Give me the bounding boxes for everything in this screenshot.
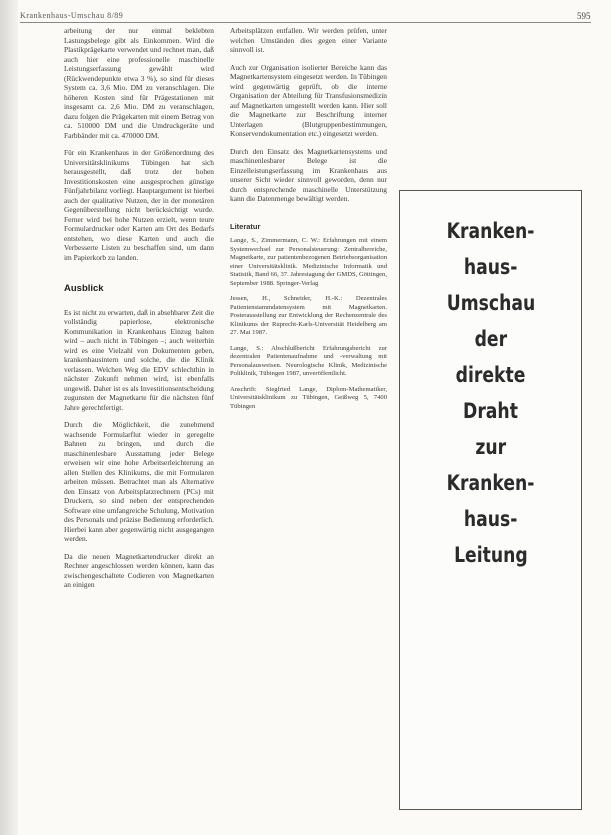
left-column <box>64 26 214 598</box>
ad-line: direkte <box>455 363 526 387</box>
ad-line: Umschau <box>446 291 535 315</box>
literature-item: Jessen, H., Schneider, H.-K.: Dezentrales Patientenstammdatensystem mit Magnetkarten. Posterausstellung zur Entwicklung der Rechenzentrale des Klinikums der Ruprecht-Karls-Universität Heidelberg am 27. Mai 1987. <box>230 295 387 336</box>
ad-line: Leitung <box>453 543 528 567</box>
binding-shadow <box>0 0 18 835</box>
ad-line: der <box>474 327 507 351</box>
paragraph: Da die neuen Magnetkartendrucker direkt an Rechner angeschlossen werden können, kann das zwischengeschaltete Codieren von Magnetkarten an einigen <box>64 551 214 589</box>
ad-line: Kranken- <box>446 219 535 243</box>
paragraph: Es ist nicht zu erwarten, daß in absehbarer Zeit die vollständig papierlose, elektronische Kommunikation in Krankenhaus Einzug halten wird – auch nicht in Tübingen –; auch weiterhin wird es eine Vielzahl von Dokumenten geben, krankenhausintern und solche, die die Klinik verlassen. Welchen Weg die EDV schlechthin in nächster Zukunft nehmen wird, ist ebenfalls ungewiß. Daher ist es als Investitionsentscheidung zugunsten der Magnetkarte für die nächsten fünf Jahre gerechtfertigt. <box>64 307 214 412</box>
ad-line: Kranken- <box>446 471 535 495</box>
literature-item: Lange, S.: Abschlußbericht Erfahrungsbericht zur dezentralen Patientenaufnahme und -verwaltung mit Personalausweisen. Neurologische Klinik, Medizinische Poliklinik, Tübingen 1987, unveröffentlicht. <box>230 344 387 377</box>
ad-line: zur <box>475 435 506 459</box>
page-number: 595 <box>577 11 591 21</box>
author-address: Anschrift: Siegfried Lange, Diplom-Mathematiker, Universitätsklinikum zu Tübingen, Geißweg 5, 7400 Tübingen <box>230 385 387 410</box>
literature-item: Lange, S., Zimmermann, C. W.: Erfahrungen mit einem Systemwechsel zur Personalsteuerung: Zentralbereiche, Magnetkarte, zur patientenbezogenen Betriebsorganisation einer Universitätsklinik. Medizinische Informatik und Statistik, Band 66, 37. Jahrestagung der GMDS, Göttingen, September 1988. Springer-Verlag <box>230 237 387 287</box>
paragraph: Durch die Möglichkeit, die zunehmend wachsende Formularflut wieder in geregelte Bahnen zu bringen, und durch die maschinenlesbare Ausstattung jeder Belege erweisen wir eine hohe Arbeitserleichterung an allen Stellen des Klinikums, die mit Formularen arbeiten müssen. Betrachtet man als Alternative den Einsatz von Arbeitsplatzrechnern (PCs) mit Druckern, so sind neben der entsprechenden Software eine umfangreiche Schulung, Motivation des Personals und präzise Bedienung erforderlich. Hierbei kann aber gegenwärtig nicht ausgegangen werden. <box>64 420 214 543</box>
ad-line: haus- <box>463 507 518 531</box>
section-heading-ausblick: Ausblick <box>64 283 104 294</box>
literature-list <box>230 237 387 411</box>
middle-column <box>230 26 387 418</box>
ad-line: haus- <box>463 255 518 279</box>
paragraph: Für ein Krankenhaus in der Größenordnung des Universitätsklinikums Tübingen hat sich herausgestellt, daß trotz der hohen Investitionskosten eine ausgesprochen günstige Fünfjahrbilanz vorliegt. Hauptargument ist hierbei auch der qualitative Nutzen, der in der monetären Gegenüberstellung nicht berücksichtigt wurde. Ferner wird bei hohe Nutzen erzielt, wenn teure Formulardrucker oder Karten am Ort des Bedarfs entstehen, wo diese Karten und auch die Verbesserte Listen zu beschaffen sind, um dann im Papierkorb zu landen. <box>64 148 214 262</box>
journal-header: Krankenhaus-Umschau 8/89 <box>20 11 124 20</box>
header-rule <box>20 22 591 23</box>
paragraph: Arbeitsplätzen entfallen. Wir werden prüfen, unter welchen Umständen dies gegen einer Variante sinnvoll ist. <box>230 26 387 54</box>
paragraph: arbeitung der nur einmal beklebten Lastungsbelege gibt als Einkommen. Wird die Plastikprägekarte verwendet und rechnet man, daß auch hier eine professionelle maschinelle Leistungserfassung gewählt wird (Rückwendepunkte etwa 3 %), so sind für dieses System ca. 3,6 Mio. DM zu veranschlagen. Die höheren Kosten sind für Prägestationen mit insgesamt ca. 2,6 Mio. DM zu veranschlagen, dazu folgen die Prägekarten mit einem Betrag von ca. 510000 DM und die Umdruckgeräte und Farbbänder mit ca. 470000 DM. <box>64 26 214 140</box>
literature-heading: Literatur <box>230 221 261 231</box>
paragraph: Auch zur Organisation isolierter Bereiche kann das Magnetkartensystem eingesetzt werden. In Tübingen wird gegenwärtig geprüft, ob die interne Organisation der Abteilung für Transfusionsmedizin auf Magnetkarten umgestellt werden kann. Hier soll die Magnetkarte zur Beschriftung interner Unterlagen (Blutgruppenbestimmungen, Konservendokumentation etc.) eingesetzt werden. <box>230 62 387 138</box>
advertisement-box <box>399 190 582 810</box>
ad-line: Draht <box>463 399 518 423</box>
paragraph: Durch den Einsatz des Magnetkartensystems und maschinenlesbarer Belege ist die Einzelleistungserfassung im Krankenhaus aus unserer Sicht wieder sinnvoll geworden, denn nur durch entsprechende maschinelle Unterstützung kann die Datenmenge bewältigt werden. <box>230 146 387 203</box>
